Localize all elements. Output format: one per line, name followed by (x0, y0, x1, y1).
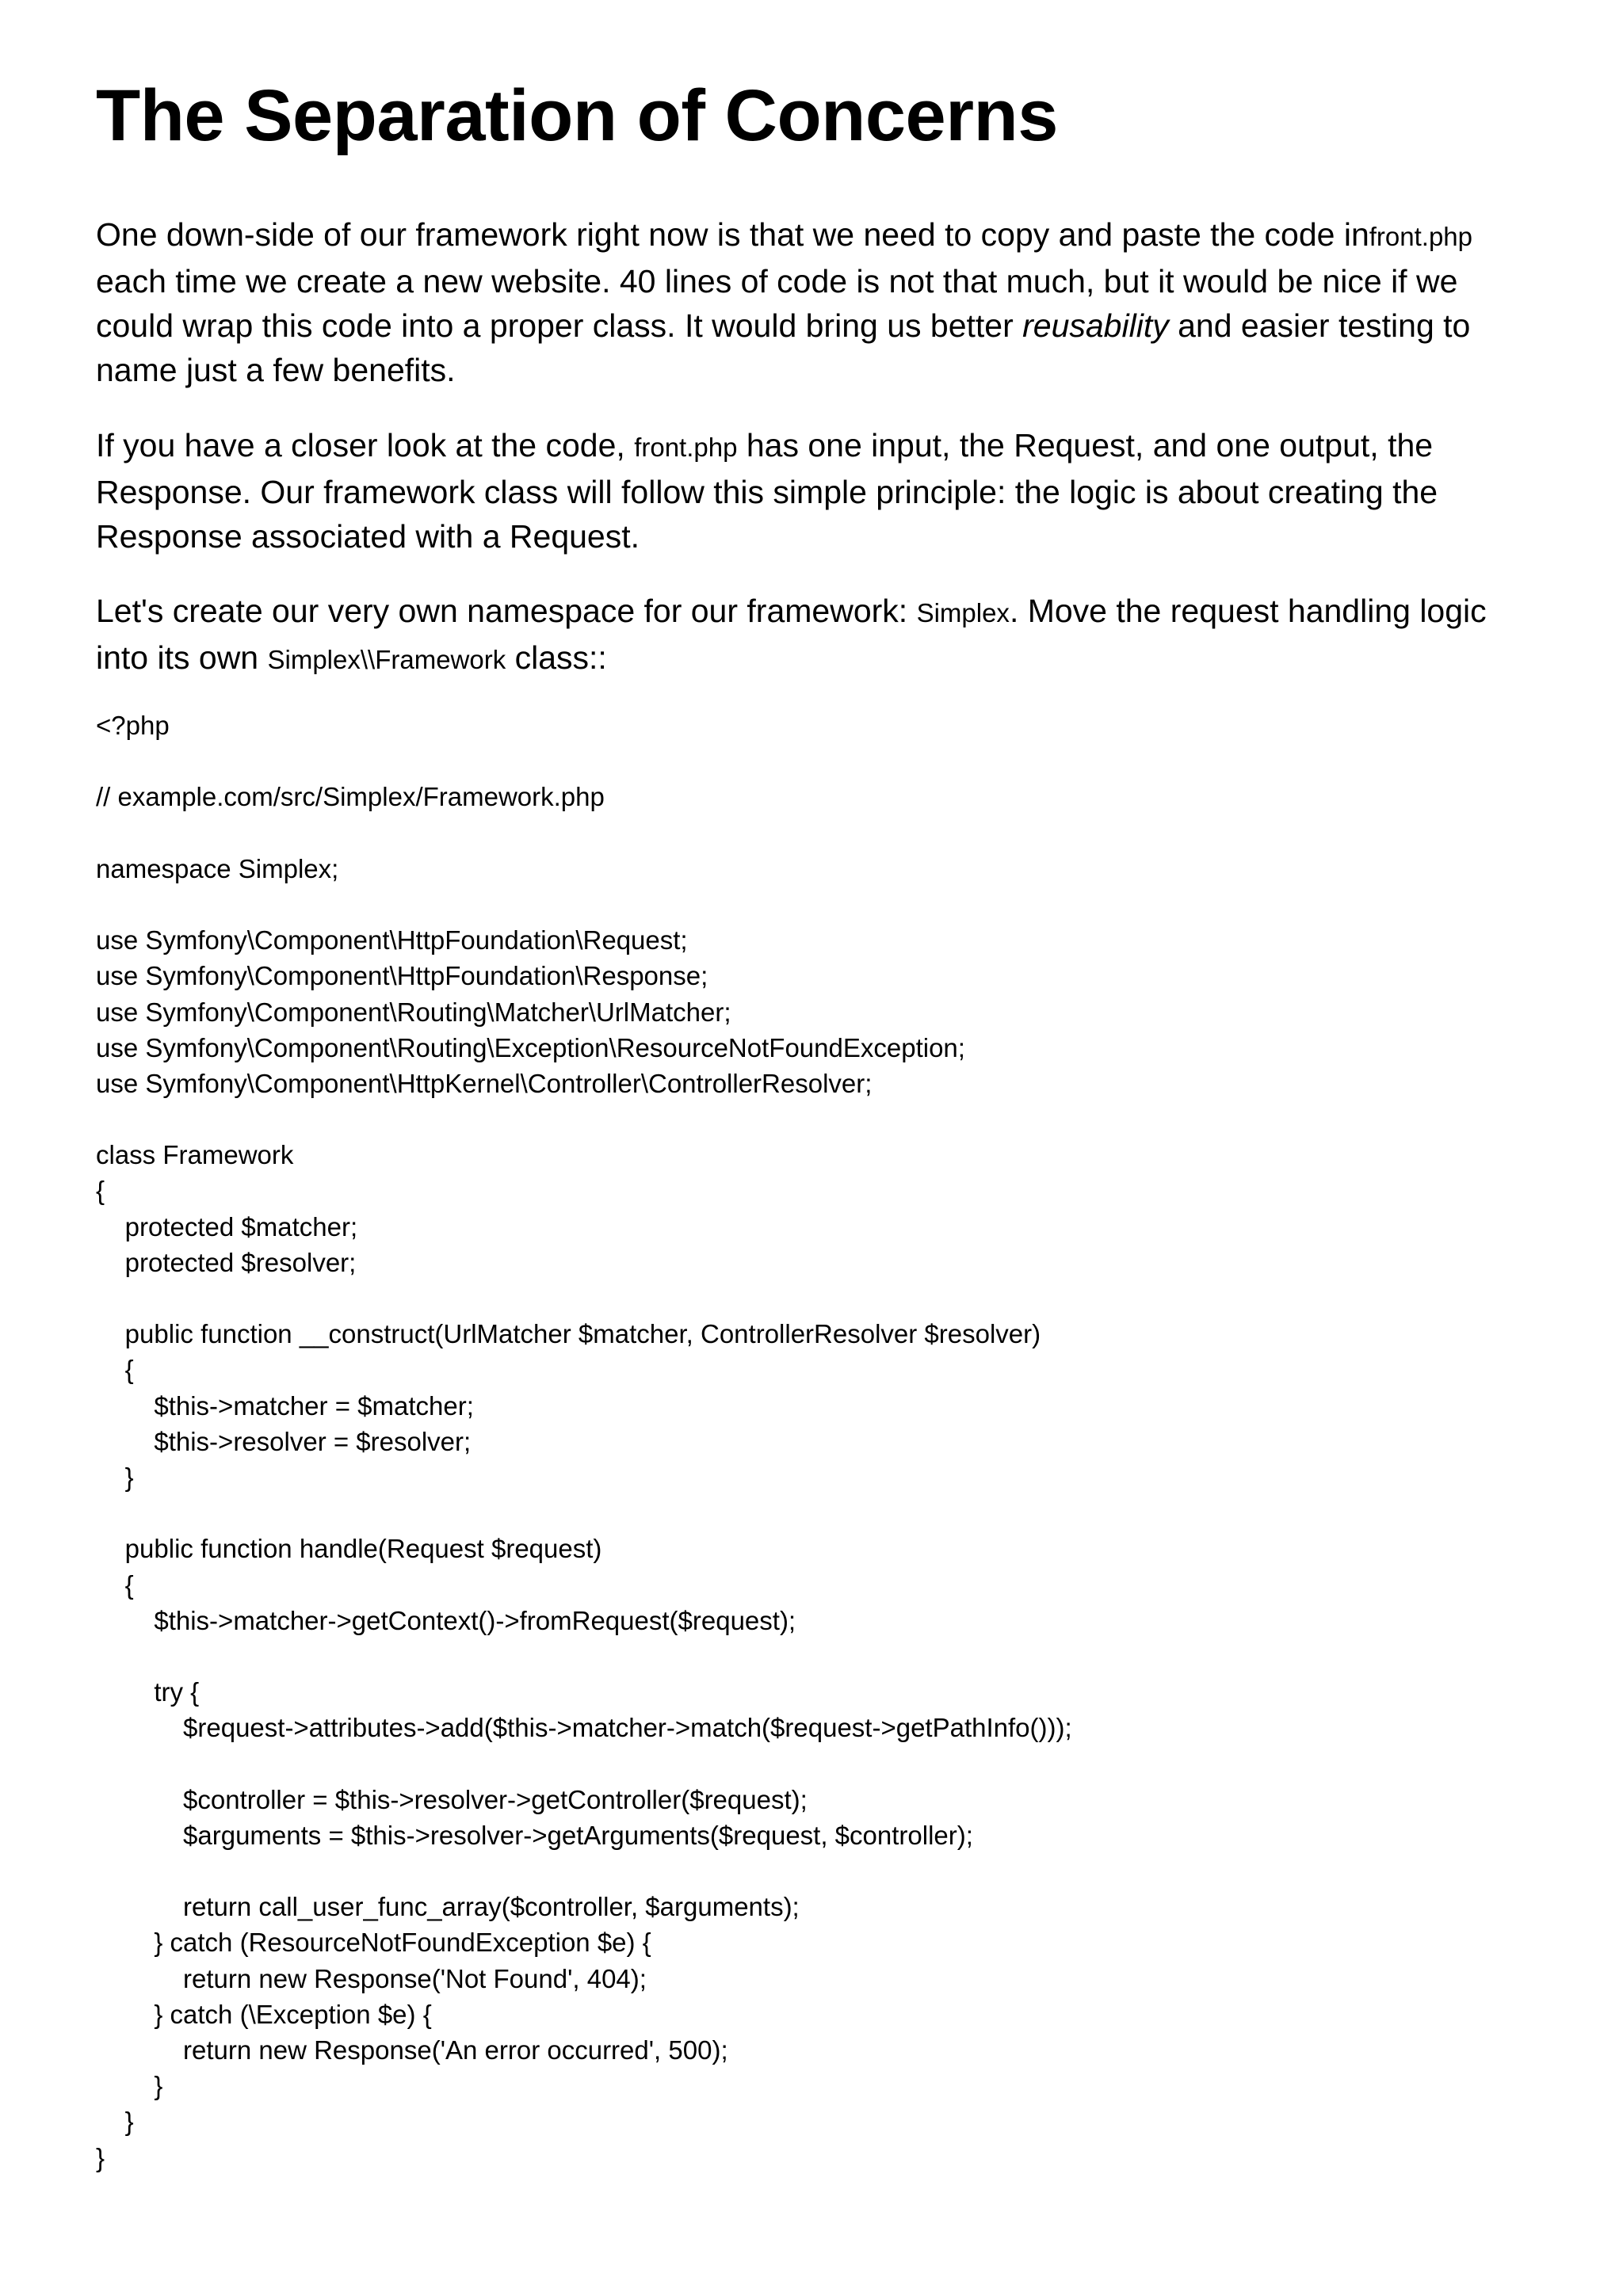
code-line (96, 1101, 1072, 1137)
code-line: } (96, 1462, 134, 1492)
code-line: $arguments = $this->resolver->getArguments($request, $controller); (96, 1820, 973, 1850)
code-line: } catch (\Exception $e) { (96, 1999, 432, 2029)
code-line: namespace Simplex; (96, 853, 339, 883)
code-line: { (96, 1176, 105, 1206)
code-line: { (96, 1569, 134, 1600)
code-line: } (96, 2071, 163, 2101)
code-line: protected $resolver; (96, 1247, 357, 1277)
code-line: return new Response('Not Found', 404); (96, 1963, 647, 1993)
code-line: $controller = $this->resolver->getController($request); (96, 1784, 808, 1814)
code-line (96, 1495, 1072, 1531)
code-line: } (96, 2142, 105, 2172)
code-line: use Symfony\Component\HttpFoundation\Request; (96, 925, 688, 955)
paragraph-text: . Move the request handling logic into its own (96, 593, 1487, 676)
code-line: } (96, 2107, 134, 2137)
paragraph-text: If you have a closer look at the code, (96, 427, 635, 463)
emphasis-text: reusability (1022, 307, 1169, 344)
code-line (96, 887, 1072, 922)
code-line: public function handle(Request $request) (96, 1534, 602, 1564)
code-line: use Symfony\Component\HttpKernel\Controller\ControllerResolver; (96, 1068, 873, 1098)
code-block (96, 707, 1072, 2176)
code-line: // example.com/src/Simplex/Framework.php (96, 782, 605, 812)
code-line (96, 743, 1072, 779)
code-line: try { (96, 1677, 200, 1707)
code-line: return new Response('An error occurred', 500); (96, 2035, 728, 2065)
code-line: protected $matcher; (96, 1211, 358, 1241)
inline-code: front.php (1369, 222, 1473, 251)
code-line (96, 1853, 1072, 1889)
inline-code: front.php (634, 433, 738, 462)
paragraph-input-output (96, 423, 1530, 559)
code-line: { (96, 1355, 134, 1385)
paragraph-text: class:: (506, 639, 607, 676)
code-line: use Symfony\Component\Routing\Matcher\UrlMatcher; (96, 997, 731, 1027)
code-line: class Framework (96, 1140, 294, 1170)
code-line: public function __construct(UrlMatcher $matcher, ControllerResolver $resolver) (96, 1319, 1041, 1349)
inline-code: Simplex (916, 598, 1010, 627)
paragraph-intro (96, 212, 1530, 392)
paragraph-text: Let's create our very own namespace for our framework: (96, 593, 917, 629)
code-line: $this->matcher->getContext()->fromRequest($request); (96, 1605, 796, 1635)
inline-code: Simplex\\Framework (267, 645, 506, 674)
code-line: <?php (96, 711, 170, 740)
code-line (96, 1280, 1072, 1316)
code-line (96, 1745, 1072, 1781)
paragraph-text: has one input, the Request, and one output, the Response. Our framework class will follow this simple principle: the logic is about creating the Response associated with a Request. (96, 427, 1438, 555)
paragraph-text: each time we create a new website. 40 lines of code is not that much, but it would be nice if we could wrap this code into a proper class. It would bring us better (96, 263, 1458, 344)
paragraph-namespace (96, 589, 1530, 682)
code-line: use Symfony\Component\Routing\Exception\ResourceNotFoundException; (96, 1032, 965, 1062)
code-line: } catch (ResourceNotFoundException $e) { (96, 1928, 651, 1958)
code-line: return call_user_func_array($controller, $arguments); (96, 1892, 800, 1922)
code-line: use Symfony\Component\HttpFoundation\Response; (96, 961, 708, 991)
paragraph-text: and easier testing to name just a few benefits. (96, 307, 1471, 388)
paragraph-text: One down-side of our framework right now is that we need to copy and paste the code in (96, 216, 1369, 253)
code-line: $this->resolver = $resolver; (96, 1426, 472, 1456)
code-line (96, 1638, 1072, 1674)
page-title: The Separation of Concerns (96, 75, 1058, 156)
code-line: $request->attributes->add($this->matcher->match($request->getPathInfo())); (96, 1713, 1072, 1743)
code-line: $this->matcher = $matcher; (96, 1390, 474, 1421)
code-line (96, 815, 1072, 851)
